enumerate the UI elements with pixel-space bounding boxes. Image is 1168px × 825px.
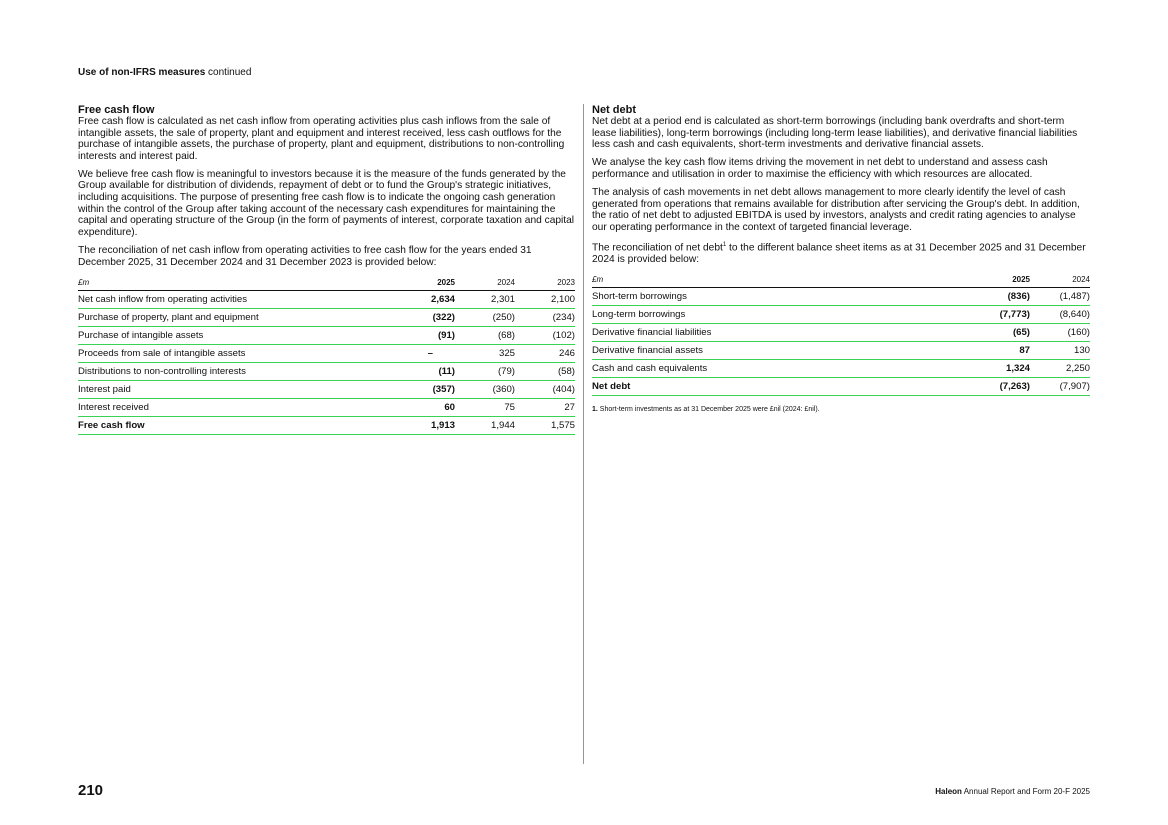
value-2024: (8,640) (1030, 305, 1090, 323)
table-row (78, 326, 575, 344)
value-2024: 130 (1030, 341, 1090, 359)
recon-text-end: to the different balance sheet items as at 31 December 2025 and 31 December 2024 is provided below: (592, 242, 1086, 265)
footnote (592, 406, 1090, 413)
value-2025: 87 (970, 341, 1030, 359)
value-2024: (250) (455, 308, 515, 326)
nd-paragraph-3: The analysis of cash movements in net debt allows management to more clearly identify the level of cash generated from operations that remains available for distribution after servicing the Group's debt. In addition, the ratio of net debt to adjusted EBITDA is used by investors, analysts and credit rating agencies to analyse our operating performance in the context of targeted financial leverage. (592, 186, 1080, 233)
value-2025: (7,773) (970, 305, 1030, 323)
value-2024: (68) (455, 326, 515, 344)
value-2025: (11) (373, 362, 455, 380)
value-2024: (1,487) (1030, 287, 1090, 305)
value-2024: 75 (455, 398, 515, 416)
row-label: Purchase of intangible assets (78, 326, 373, 344)
value-2024: 2,301 (455, 290, 515, 308)
row-label: Net cash inflow from operating activities (78, 290, 373, 308)
net-debt-title: Net debt (592, 104, 636, 116)
value-2023: (404) (515, 380, 575, 398)
table-total-row (78, 416, 575, 434)
table-row (592, 341, 1090, 359)
section-header-bold: Use of non-IFRS measures (78, 67, 206, 78)
value-2024: (360) (455, 380, 515, 398)
row-label: Short-term borrowings (592, 287, 970, 305)
table-row (78, 380, 575, 398)
total-2024: 1,944 (455, 416, 515, 434)
footer-title (935, 787, 1090, 796)
table-row (592, 305, 1090, 323)
net-debt-table (592, 272, 1090, 396)
year-header-2025: 2025 (970, 272, 1030, 288)
value-2023: (234) (515, 308, 575, 326)
table-total-row (592, 377, 1090, 395)
value-2023: 246 (515, 344, 575, 362)
table-row (78, 344, 575, 362)
row-label: Derivative financial liabilities (592, 323, 970, 341)
table-header-row (592, 272, 1090, 288)
table-header-row (78, 275, 575, 291)
row-label: Derivative financial assets (592, 341, 970, 359)
row-label: Interest paid (78, 380, 373, 398)
table-row (78, 290, 575, 308)
total-2024: (7,907) (1030, 377, 1090, 395)
value-2025: (65) (970, 323, 1030, 341)
column-divider (583, 104, 584, 764)
free-cash-flow-table (78, 275, 575, 435)
total-label: Free cash flow (78, 416, 373, 434)
free-cash-flow-title: Free cash flow (78, 104, 155, 116)
table-row (592, 287, 1090, 305)
free-cash-flow-column (78, 104, 575, 435)
row-label: Proceeds from sale of intangible assets (78, 344, 373, 362)
table-row (78, 398, 575, 416)
page-number: 210 (78, 782, 104, 799)
value-2023: 27 (515, 398, 575, 416)
nd-paragraph-4 (592, 240, 1090, 266)
table-row (592, 323, 1090, 341)
footnote-number: 1. (592, 405, 598, 413)
footnote-text: Short-term investments as at 31 December 2025 were £nil (2024: £nil). (599, 405, 820, 413)
footer-brand: Haleon (935, 787, 962, 796)
value-2023: 2,100 (515, 290, 575, 308)
table-row (592, 359, 1090, 377)
table-row (78, 308, 575, 326)
value-2025: 2,634 (373, 290, 455, 308)
value-2025: 1,324 (970, 359, 1030, 377)
row-label: Interest received (78, 398, 373, 416)
value-2025: 60 (373, 398, 455, 416)
table-row (78, 362, 575, 380)
total-2025: 1,913 (373, 416, 455, 434)
total-2025: (7,263) (970, 377, 1030, 395)
footnote-ref: 1 (722, 241, 727, 248)
value-2025: (322) (373, 308, 455, 326)
nd-paragraph-2: We analyse the key cash flow items driving the movement in net debt to understand and assess cash performance and utilisation in order to maximise the efficiency with which resources are allocated. (592, 157, 1048, 180)
value-2023: (58) (515, 362, 575, 380)
year-header-2024: 2024 (1030, 272, 1090, 288)
year-header-2025: 2025 (373, 275, 455, 291)
section-header (78, 67, 251, 78)
total-2023: 1,575 (515, 416, 575, 434)
row-label: Distributions to non-controlling interests (78, 362, 373, 380)
value-2024: 2,250 (1030, 359, 1090, 377)
row-label: Cash and cash equivalents (592, 359, 970, 377)
footer-doc-title: Annual Report and Form 20-F 2025 (963, 787, 1090, 796)
value-2024: (160) (1030, 323, 1090, 341)
value-2025: (836) (970, 287, 1030, 305)
fcf-paragraph-2: We believe free cash flow is meaningful to investors because it is the measure of the funds generated by the Group available for distribution of dividends, repayment of debt or to fund the Group's strategic initiatives, including acquisitions. The purpose of presenting free cash flow is to indicate the ongoing cash generation within the control of the Group after taking account of the necessary cash expenditures for maintaining the capital and operating structure of the Group (in the form of payments of interest, corporate taxation and capital expenditure). (78, 168, 575, 238)
net-debt-column (592, 104, 1090, 413)
value-2024: 325 (455, 344, 515, 362)
section-header-rest: continued (208, 67, 252, 78)
row-label: Long-term borrowings (592, 305, 970, 323)
value-2023: (102) (515, 326, 575, 344)
nd-paragraph-1: Net debt at a period end is calculated as short-term borrowings (including bank overdrafts and short-term lease liabilities), long-term borrowings (including long-term lease liabilities), and derivative financial liabilities less cash and cash equivalents, short-term investments and derivative financial assets. (592, 116, 1078, 151)
fcf-paragraph-3: The reconciliation of net cash inflow from operating activities to free cash flow for the years ended 31 December 2025, 31 December 2024 and 31 December 2023 is provided below: (78, 244, 532, 268)
unit-header: £m (592, 272, 970, 288)
value-2025: – (373, 344, 455, 362)
year-header-2024: 2024 (455, 275, 515, 291)
year-header-2023: 2023 (515, 275, 575, 291)
unit-header: £m (78, 275, 373, 291)
fcf-paragraph-1: Free cash flow is calculated as net cash inflow from operating activities plus cash inflows from the sale of intangible assets, the sale of property, plant and equipment and interest received, less cash outflows for the purchase of intangible assets, the purchase of property, plant and equipment, distributions to non-controlling interests and interest paid. (78, 116, 565, 162)
value-2025: (357) (373, 380, 455, 398)
recon-text-start: The reconciliation of net debt (592, 242, 723, 254)
value-2024: (79) (455, 362, 515, 380)
value-2025: (91) (373, 326, 455, 344)
row-label: Purchase of property, plant and equipment (78, 308, 373, 326)
total-label: Net debt (592, 377, 970, 395)
